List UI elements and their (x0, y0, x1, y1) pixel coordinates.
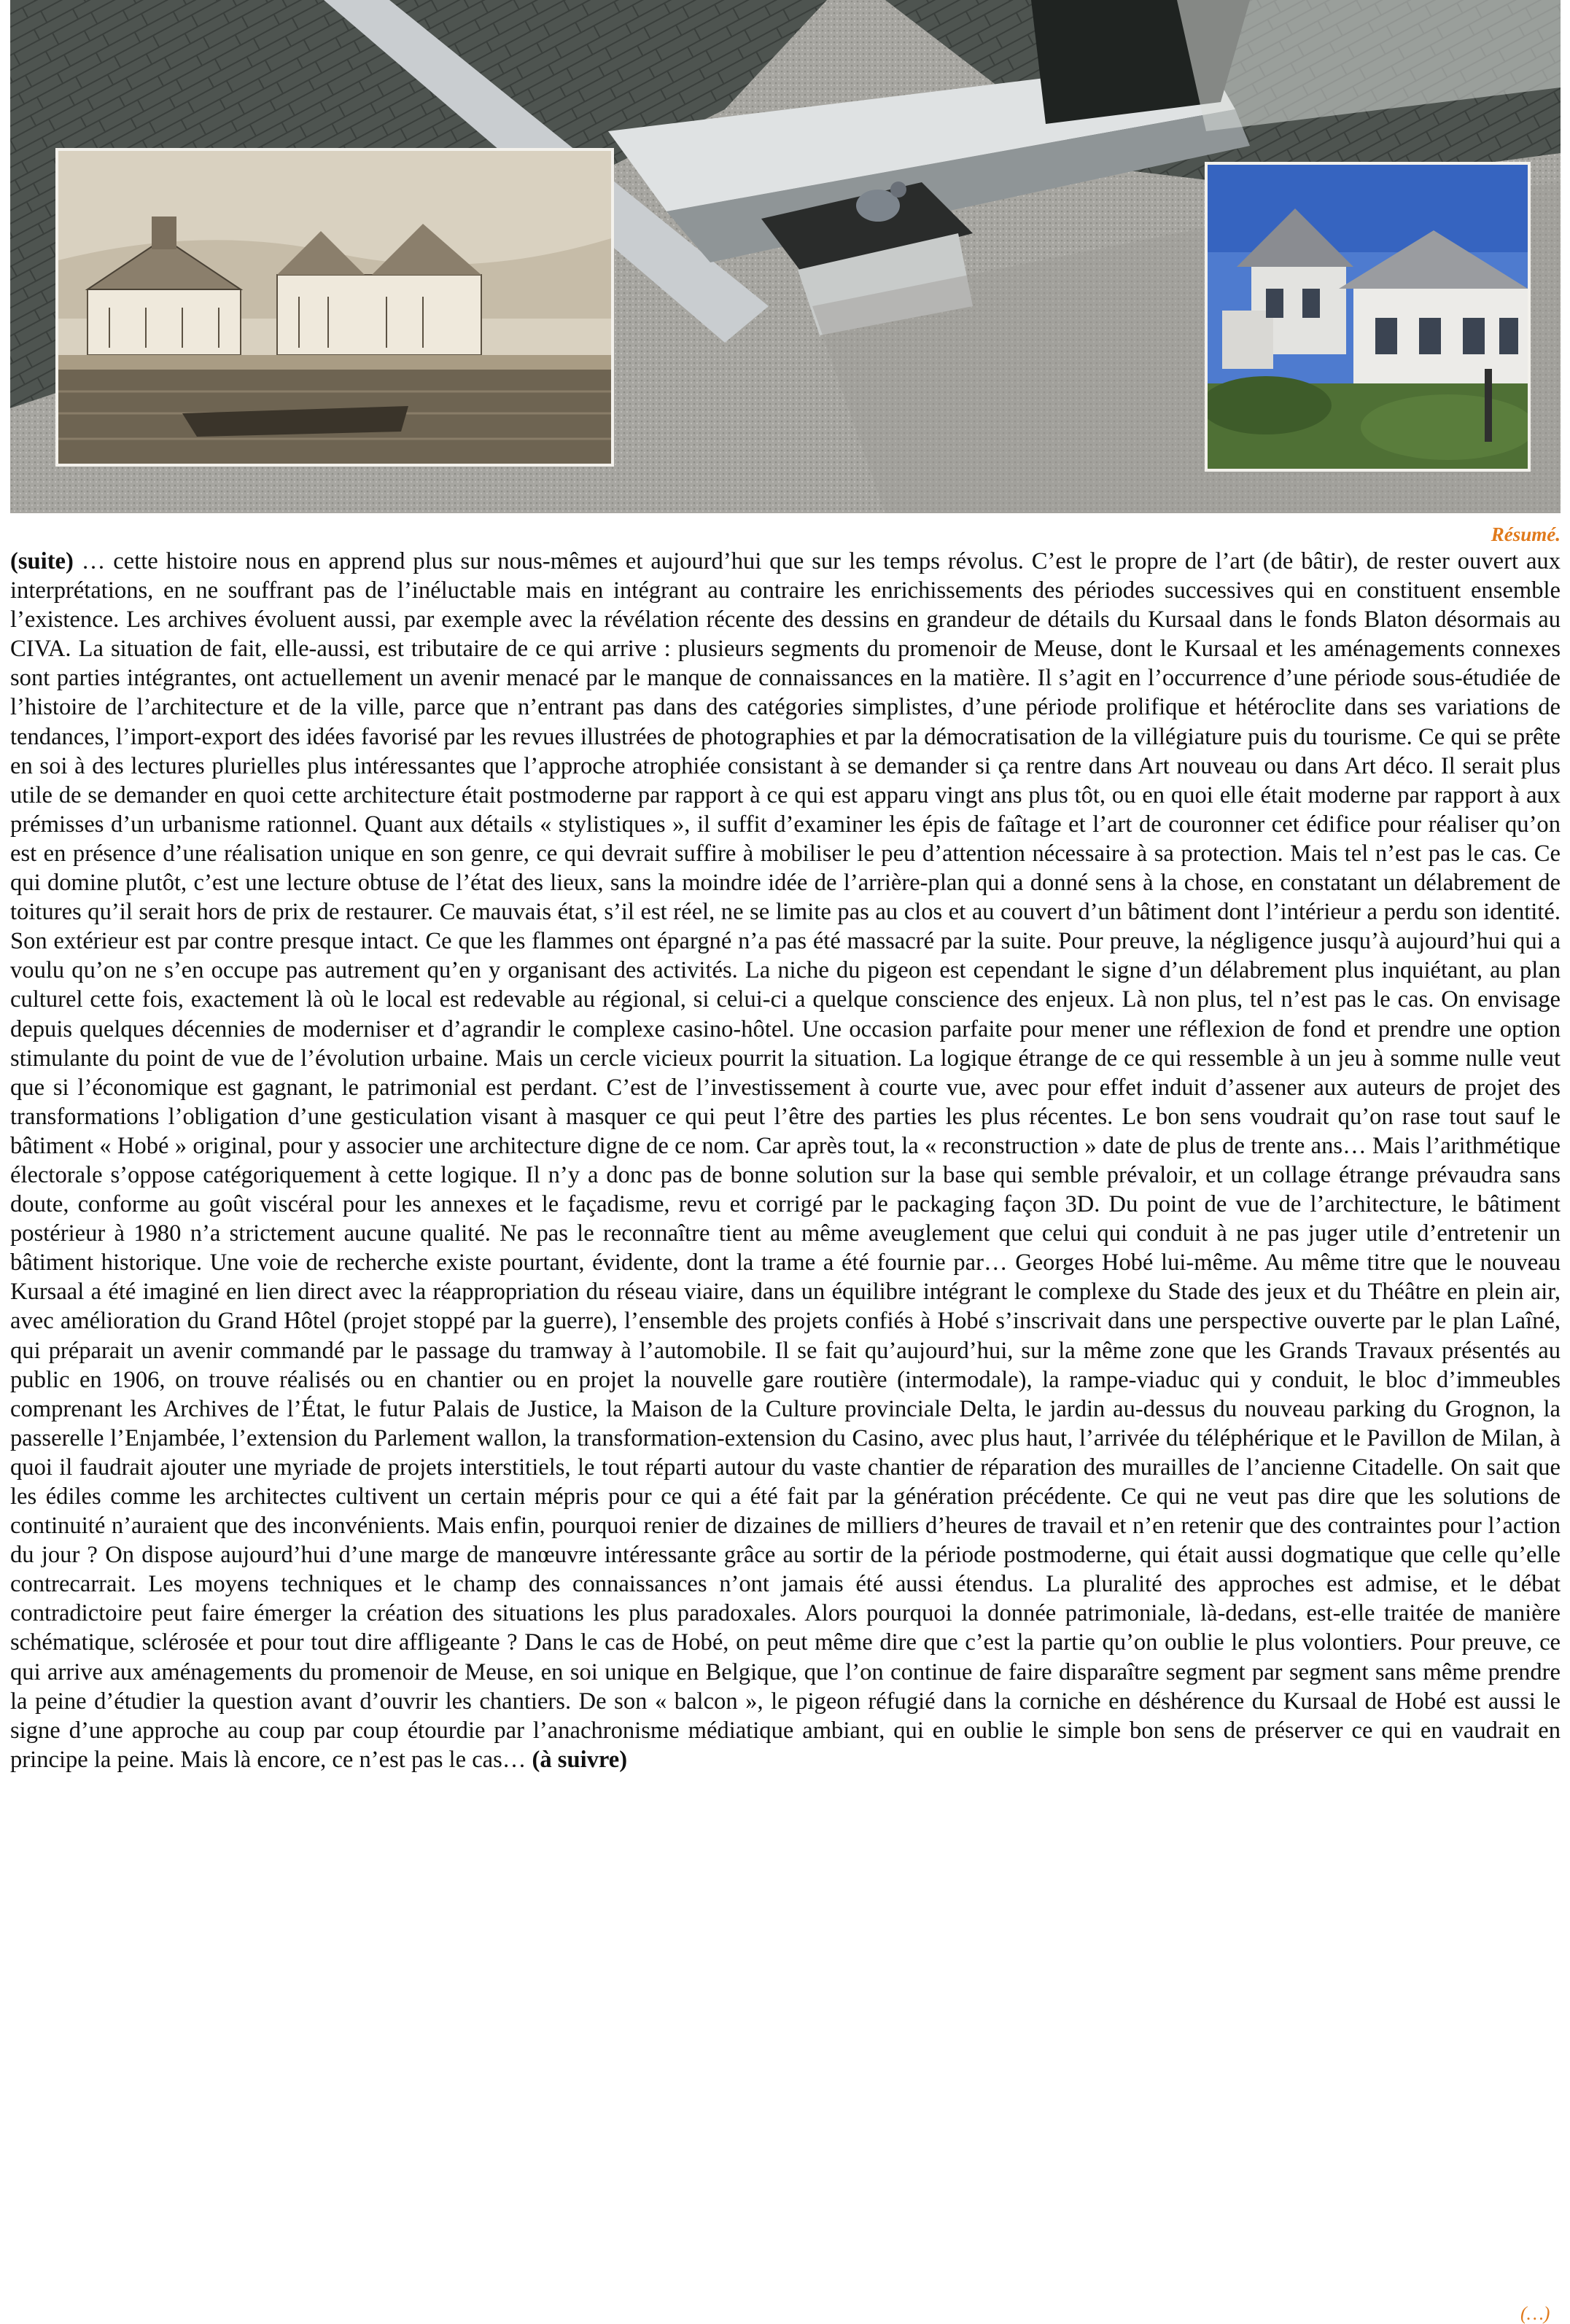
article-text: … cette histoire nous en apprend plus sur nous-mêmes et aujourd’hui que sur les temps révolus. C’est le propre de l’art (de bâtir), de rester ouvert aux interprétations, en ne souffrant pas de l’inéluctable mais en intégrant au contraire les enrichissements des périodes successives qui en constituent ensemble l’existence. Les archives évoluent aussi, par exemple avec la révélation récente des dessins en grandeur de détails du Kursaal dans le fonds Blaton désormais au CIVA. La situation de fait, elle-aussi, est tributaire de ce qui arrive : plusieurs segments du promenoir de Meuse, dont le Kursaal et les aménagements connexes sont parties intégrantes, ont actuellement un avenir menacé par le manque de connaissances en la matière. Il s’agit en l’occurrence d’une période sous-étudiée de l’histoire de l’architecture et de la ville, parce que n’entrant pas dans des catégories simplistes, d’une période prolifique et hétéroclite dans ses variations de tendances, l’import-export des idées favorisé par les revues illustrées de photographies et par la démocratisation de la villégiature puis du tourisme. Ce qui se prête en soi à des lectures plurielles plus intéressantes que l’approche atrophiée consistant à se demander si ça rentre dans Art nouveau ou dans Art déco. Il serait plus utile de se demander en quoi cette architecture était postmoderne par rapport à ce qui est apparu vingt ans plus tôt, ou en quoi elle était moderne par rapport à aux prémisses d’un urbanisme rationnel. Quant aux détails « stylistiques », il suffit d’examiner les épis de faîtage et l’art de couronner cet édifice pour réaliser qu’on est en présence d’une réalisation unique en son genre, ce qui devrait suffire à mobiliser le peu d’attention nécessaire à sa protection. Mais tel n’est pas le cas. Ce qui domine plutôt, c’est une lecture obtuse de l’état des lieux, sans la moindre idée de l’arrière-plan qui a donné sens à la chose, en constatant un délabrement de toitures qu’il serait hors de prix de restaurer. Ce mauvais état, s’il est réel, ne se limite pas au clos et au couvert d’un bâtiment dont l’intérieur a perdu son identité. Son extérieur est par contre presque intact. Ce que les flammes ont épargné n’a pas été massacré par la suite. Pour preuve, la négligence jusqu’à aujourd’hui qui a voulu qu’on ne s’en occupe pas autrement qu’en y organisant des activités. La niche du pigeon est cependant le signe d’un délabrement plus inquiétant, au plan culturel cette fois, exactement là où le local est redevable au régional, si celui-ci a quelque conscience des enjeux. Là non plus, tel n’est pas le cas. On envisage depuis quelques décennies de moderniser et d’agrandir le complexe casino-hôtel. Une occasion parfaite pour mener une réflexion de fond et prendre une option stimulante du point de vue de l’évolution urbaine. Mais un cercle vicieux pourrit la situation. La logique étrange de ce qui ressemble à un jeu à somme nulle veut que si l’économique est gagnant, le patrimonial est perdant. C’est de l’investissement à courte vue, avec pour effet induit d’assener aux auteurs de projet des transformations l’obligation d’une gesticulation visant à masquer ce qui peut l’être des parties les plus récentes. Le bon sens voudrait qu’on rase tout sauf le bâtiment « Hobé » original, pour y associer une architecture digne de ce nom. Car après tout, la « reconstruction » date de plus de trente ans… Mais l’arithmétique électorale s’oppose catégoriquement à cette logique. Il n’y a donc pas de bonne solution sur la base qui semble prévaloir, et un collage étrange prévaudra sans doute, conforme au goût viscéral pour les annexes et le façadisme, revu et corrigé par le packaging façon 3D. Du point de vue de l’architecture, le bâtiment postérieur à 1980 n’a strictement aucune qualité. Ne pas le reconnaître tient au même aveuglement que celui qui conduit à ne pas juger utile d’entretenir un bâtiment historique. Une voie de recherche existe pourtant, évidente, dont la trame a été fournie par… Georges Hobé lui-même. Au même titre que le nouveau Kursaal a été imaginé en lien direct avec la réappropriation du réseau viaire, dans un équilibre intégrant le complexe du Stade des jeux et du Théâtre en plein air, avec amélioration du Grand Hôtel (projet stoppé par la guerre), l’ensemble des projets confiés à Hobé s’inscrivait dans une perspective ouverte par le plan Laîné, qui préparait un avenir commandé par le passage du tramway à l’automobile. Il se fait qu’aujourd’hui, sur la même zone que les Grands Travaux présentés au public en 1906, on trouve réalisés ou en chantier ou en projet la nouvelle gare routière (intermodale), la rampe-viaduc qui y conduit, le bloc d’immeubles comprenant les Archives de l’État, le futur Palais de Justice, la Maison de la Culture provinciale Delta, le jardin au-dessus du nouveau parking du Grognon, la passerelle l’Enjambée, l’extension du Parlement wallon, la transformation-extension du Casino, avec plus haut, l’arrivée du téléphérique et le Pavillon de Milan, à quoi il faudrait ajouter une myriade de projets interstitiels, le tout réparti autour du vaste chantier de réparation des murailles de l’ancienne Citadelle. On sait que les édiles comme les architectes cultivent un certain mépris pour ce qui a été fait par la génération précédente. Ce qui ne veut pas dire que les solutions de continuité n’auraient que des inconvénients. Mais enfin, pourquoi renier de dizaines de milliers d’heures de travail et n’en retenir que des contraintes pour l’action du jour ? On dispose aujourd’hui d’une marge de manœuvre intéressante grâce au sortir de la période postmoderne, qui était aussi dogmatique que celle qu’elle contrecarrait. Les moyens techniques et le champ des connaissances n’ont jamais été aussi étendus. La pluralité des approches est admise, et le débat contradictoire peut faire émerger la création des situations les plus paradoxales. Alors pourquoi la donnée patrimoniale, là-dedans, est-elle traitée de manière schématique, sclérosée et pour tout dire affligeante ? Dans le cas de Hobé, on peut même dire que c’est la partie qu’on oublie le plus volontiers. Pour preuve, ce qui arrive aux aménagements du promenoir de Meuse, en soi unique en Belgique, que l’on continue de faire disparaître segment par segment sans même prendre la peine d’étudier la question avant d’ouvrir les chantiers. De son « balcon », le pigeon réfugié dans la corniche en déshérence du Kursaal de Hobé est aussi le signe d’une approche au coup par coup étourdie par l’anachronisme médiatique ambiant, qui en oublie le simple bon sens de préserver ce qui en vaudrait en principe la peine. Mais là encore, ce n’est pas le cas… (10, 548, 1561, 1773)
kursaal-historical-drawing (55, 148, 614, 467)
continuation-label: (…) (1520, 2303, 1550, 2324)
article-tail: (à suivre) (532, 1746, 628, 1773)
article-lead: (suite) (10, 548, 74, 574)
article (10, 523, 1561, 1774)
resume-label: Résumé. (1491, 523, 1561, 545)
kursaal-current-photo (1205, 162, 1531, 472)
hero-photo-collage (10, 0, 1561, 513)
building-photo-illustration (1208, 165, 1528, 469)
article-body (10, 547, 1561, 1774)
sepia-drawing-illustration (58, 151, 611, 464)
